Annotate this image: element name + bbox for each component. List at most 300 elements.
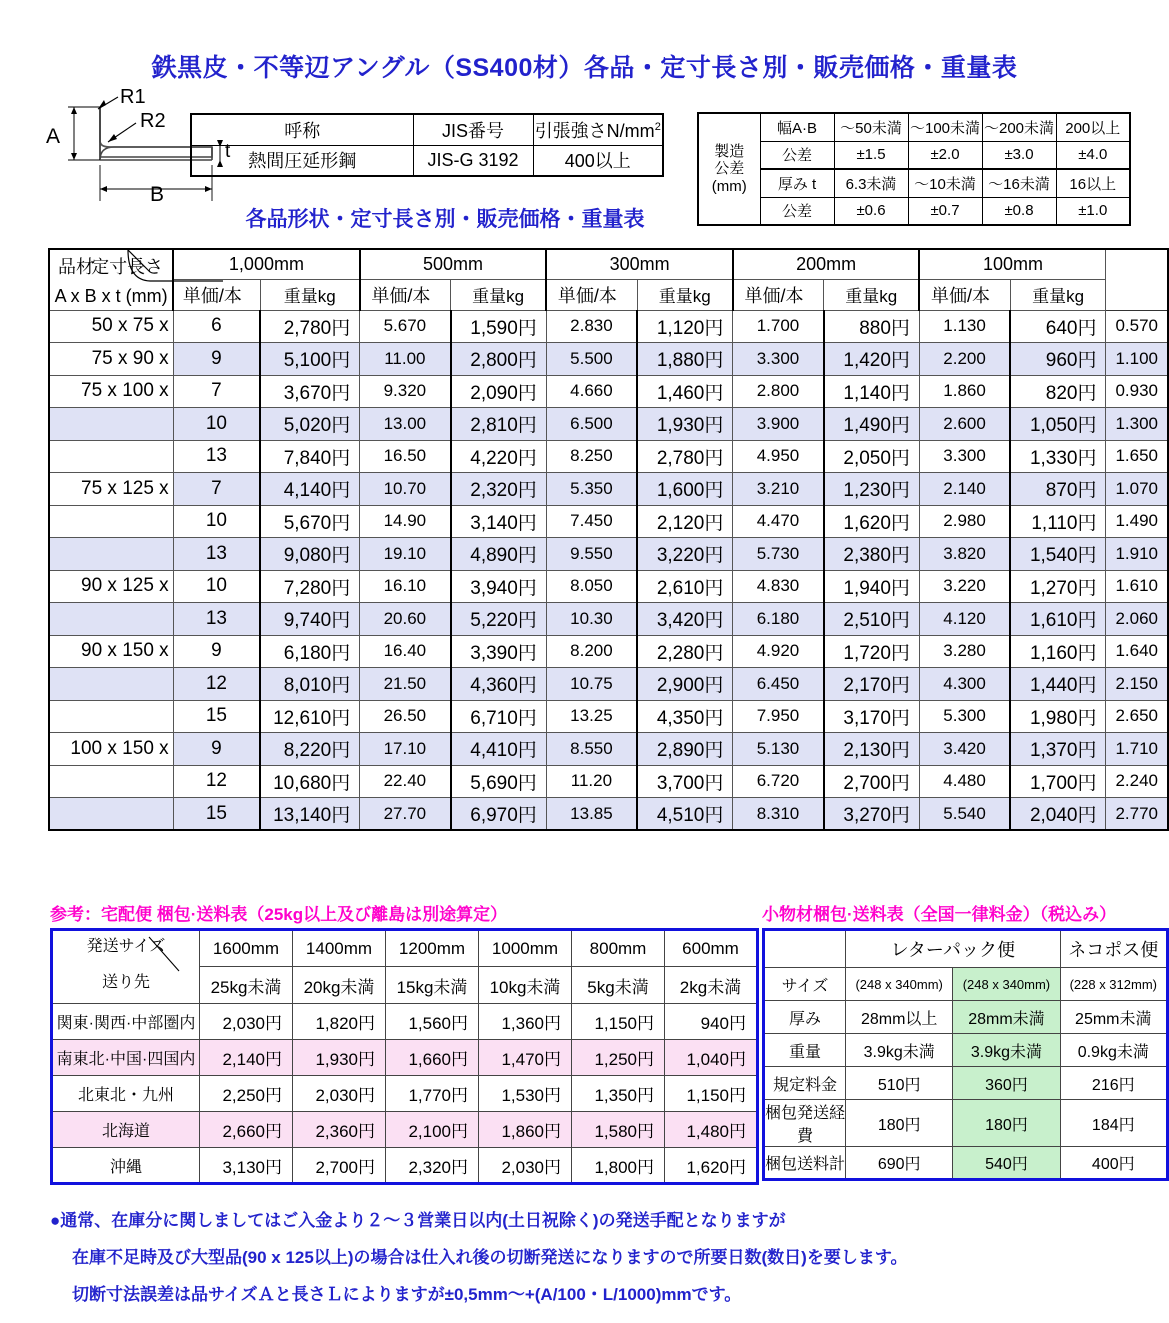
parcel-cell-1-0: 28mm以上 (846, 1001, 953, 1034)
price-row-thickness-6: 10 (173, 505, 260, 538)
price-length-header-4: 100mm (919, 249, 1106, 279)
weight-cell-11-2: 6.450 (733, 668, 824, 701)
table-row (52, 1148, 758, 1184)
weight-cell-4-2: 4.950 (733, 440, 824, 473)
price-cell-12-2: 4,350円 (637, 700, 733, 733)
parcel-cell-1-1: 28mm未満 (953, 1001, 1060, 1034)
table-row (52, 1040, 758, 1076)
corner-label-axb: A x B x t (mm) (54, 286, 168, 306)
spec-value-jis: JIS-G 3192 (413, 145, 533, 176)
price-cell-13-0: 8,220円 (260, 733, 360, 766)
weight-cell-3-4: 1.300 (1106, 408, 1168, 441)
price-cell-9-2: 3,420円 (637, 603, 733, 636)
parcel-row-label-3: 規定料金 (764, 1067, 846, 1100)
weight-cell-7-1: 9.550 (546, 538, 637, 571)
price-cell-6-3: 1,620円 (824, 505, 920, 538)
ship-fee-0-5: 940円 (665, 1004, 758, 1040)
table-row (49, 733, 1168, 766)
price-cell-6-0: 5,670円 (260, 505, 360, 538)
parcel-header-nekoposu: ネコポス便 (1060, 930, 1167, 968)
price-cell-13-3: 2,130円 (824, 733, 920, 766)
weight-cell-13-0: 17.10 (360, 733, 451, 766)
price-cell-14-3: 2,700円 (824, 765, 920, 798)
weight-cell-13-1: 8.550 (546, 733, 637, 766)
price-cell-0-0: 2,780円 (260, 310, 360, 343)
price-cell-2-2: 1,460円 (637, 375, 733, 408)
ship-fee-3-2: 2,100円 (386, 1112, 479, 1148)
table-row (52, 1112, 758, 1148)
price-cell-7-0: 9,080円 (260, 538, 360, 571)
diagram-label-b: B (150, 183, 165, 205)
weight-cell-4-4: 1.650 (1106, 440, 1168, 473)
weight-cell-13-4: 1.710 (1106, 733, 1168, 766)
table-row (49, 310, 1168, 343)
ship-weight-header-5: 2kg未満 (665, 967, 758, 1004)
ship-fee-3-0: 2,660円 (200, 1112, 293, 1148)
weight-cell-14-1: 11.20 (546, 765, 637, 798)
price-cell-11-4: 1,440円 (1010, 668, 1106, 701)
ship-corner-label-size: 発送サイズ (86, 938, 166, 955)
price-cell-15-1: 6,970円 (451, 798, 547, 831)
weight-cell-3-1: 6.500 (546, 408, 637, 441)
table-row (49, 570, 1168, 603)
price-cell-12-0: 12,610円 (260, 700, 360, 733)
parcel-row-label-0: サイズ (764, 968, 846, 1001)
weight-cell-1-1: 5.500 (546, 343, 637, 376)
table-row (49, 635, 1168, 668)
ship-destination-2: 北東北・九州 (52, 1076, 200, 1112)
parcel-cell-1-2: 25mm未満 (1060, 1001, 1167, 1034)
parcel-cell-3-1: 360円 (953, 1067, 1060, 1100)
parcel-header-letterpack: レターパック便 (846, 930, 1061, 968)
price-cell-6-2: 2,120円 (637, 505, 733, 538)
note-line-1: ●通常、在庫分に関しましてはご入金より２～３営業日以内(土日祝除く)の発送手配となりますが (50, 1211, 786, 1230)
tolerance-cell-3-2: ±0.8 (982, 197, 1056, 225)
price-row-size-5: 75 x 125 x (49, 473, 173, 506)
weight-cell-13-3: 3.420 (919, 733, 1010, 766)
price-cell-4-2: 2,780円 (637, 440, 733, 473)
weight-cell-13-2: 5.130 (733, 733, 824, 766)
ship-fee-1-4: 1,250円 (572, 1040, 665, 1076)
table-row (764, 1100, 1168, 1147)
tolerance-row-name-2: 厚み t (760, 169, 834, 197)
price-row-size-6 (49, 505, 173, 538)
weight-cell-9-4: 2.060 (1106, 603, 1168, 636)
weight-cell-0-3: 1.130 (919, 310, 1010, 343)
spec-header-jis: JIS番号 (413, 114, 533, 145)
price-length-header-2: 300mm (546, 249, 733, 279)
specification-table (190, 113, 664, 177)
tolerance-row-name-3: 公差 (760, 197, 834, 225)
price-cell-1-1: 2,800円 (451, 343, 547, 376)
note-line-2: 在庫不足時及び大型品(90 x 125以上)の場合は仕入れ後の切断発送になりますので所要日数(数日)を要します。 (72, 1248, 908, 1267)
parcel-cell-2-2: 0.9kg未満 (1060, 1034, 1167, 1067)
price-cell-5-1: 2,320円 (451, 473, 547, 506)
price-cell-8-3: 1,940円 (824, 570, 920, 603)
weight-cell-8-0: 16.10 (360, 570, 451, 603)
price-cell-13-1: 4,410円 (451, 733, 547, 766)
price-cell-9-1: 5,220円 (451, 603, 547, 636)
ship-fee-0-4: 1,150円 (572, 1004, 665, 1040)
price-cell-7-2: 3,220円 (637, 538, 733, 571)
table-row (764, 1067, 1168, 1100)
weight-cell-2-3: 1.860 (919, 375, 1010, 408)
note-line-3: 切断寸法誤差は品サイズＡと長さＬによりますが±0,5mm～+(A/100・L/1000)mmです。 (72, 1285, 742, 1304)
price-cell-4-4: 1,330円 (1010, 440, 1106, 473)
shipping-table-title: 参考：宅配便 梱包·送料表（25kg以上及び離島は別途算定） (50, 905, 508, 924)
price-cell-5-2: 1,600円 (637, 473, 733, 506)
weight-cell-2-2: 2.800 (733, 375, 824, 408)
tolerance-cell-3-3: ±1.0 (1056, 197, 1130, 225)
price-row-thickness-15: 15 (173, 798, 260, 831)
price-subheader-weight-2: 重量kg (637, 279, 733, 310)
ship-fee-0-2: 1,560円 (386, 1004, 479, 1040)
ship-fee-2-2: 1,770円 (386, 1076, 479, 1112)
price-cell-10-4: 1,160円 (1010, 635, 1106, 668)
table-row (52, 1076, 758, 1112)
tolerance-cell-2-3: 16以上 (1056, 169, 1130, 197)
weight-cell-12-1: 13.25 (546, 700, 637, 733)
weight-cell-10-0: 16.40 (360, 635, 451, 668)
weight-cell-0-2: 1.700 (733, 310, 824, 343)
ship-fee-2-1: 2,030円 (293, 1076, 386, 1112)
page-title: 鉄黒皮・不等辺アングル（SS400材）各品・定寸長さ別・販売価格・重量表 (151, 54, 1018, 82)
price-cell-14-1: 5,690円 (451, 765, 547, 798)
table-row (49, 408, 1168, 441)
weight-cell-2-1: 4.660 (546, 375, 637, 408)
weight-cell-2-4: 0.930 (1106, 375, 1168, 408)
ship-size-header-1: 1400mm (293, 930, 386, 967)
ship-fee-2-0: 2,250円 (200, 1076, 293, 1112)
price-row-thickness-3: 10 (173, 408, 260, 441)
weight-cell-0-0: 5.670 (360, 310, 451, 343)
weight-cell-2-0: 9.320 (360, 375, 451, 408)
weight-cell-5-1: 5.350 (546, 473, 637, 506)
tolerance-cell-3-0: ±0.6 (834, 197, 908, 225)
parcel-row-label-1: 厚み (764, 1001, 846, 1034)
price-row-thickness-4: 13 (173, 440, 260, 473)
price-cell-14-4: 1,700円 (1010, 765, 1106, 798)
weight-cell-5-0: 10.70 (360, 473, 451, 506)
corner-label-length: 定寸長さ (91, 257, 164, 277)
ship-weight-header-3: 10kg未満 (479, 967, 572, 1004)
price-cell-2-0: 3,670円 (260, 375, 360, 408)
ship-size-header-0: 1600mm (200, 930, 293, 967)
price-cell-5-3: 1,230円 (824, 473, 920, 506)
table-row (764, 1147, 1168, 1180)
parcel-cell-0-1: (248 x 340mm) (953, 968, 1060, 1001)
ship-fee-2-4: 1,350円 (572, 1076, 665, 1112)
weight-cell-11-3: 4.300 (919, 668, 1010, 701)
price-cell-3-1: 2,810円 (451, 408, 547, 441)
weight-cell-14-4: 2.240 (1106, 765, 1168, 798)
price-cell-3-3: 1,490円 (824, 408, 920, 441)
ship-fee-0-0: 2,030円 (200, 1004, 293, 1040)
parcel-header-row (764, 930, 1168, 968)
price-cell-12-3: 3,170円 (824, 700, 920, 733)
ship-fee-3-3: 1,860円 (479, 1112, 572, 1148)
price-row-size-3 (49, 408, 173, 441)
table-row (49, 343, 1168, 376)
table-row (764, 1034, 1168, 1067)
weight-cell-15-0: 27.70 (360, 798, 451, 831)
price-cell-14-0: 10,680円 (260, 765, 360, 798)
price-subheader-unit-2: 単価/本 (546, 279, 637, 310)
parcel-row-label-5: 梱包送料計 (764, 1147, 846, 1180)
diagram-label-r2: R2 (140, 110, 166, 132)
price-row-thickness-12: 15 (173, 700, 260, 733)
table-row (764, 1001, 1168, 1034)
tolerance-cell-0-1: ～100未満 (908, 113, 982, 141)
parcel-cell-5-1: 540円 (953, 1147, 1060, 1180)
price-cell-13-2: 2,890円 (637, 733, 733, 766)
weight-cell-4-3: 3.300 (919, 440, 1010, 473)
ship-size-header-3: 1000mm (479, 930, 572, 967)
ship-fee-4-1: 2,700円 (293, 1148, 386, 1184)
weight-cell-6-4: 1.490 (1106, 505, 1168, 538)
weight-cell-1-2: 3.300 (733, 343, 824, 376)
tolerance-cell-1-3: ±4.0 (1056, 141, 1130, 169)
price-cell-4-3: 2,050円 (824, 440, 920, 473)
weight-cell-6-2: 4.470 (733, 505, 824, 538)
weight-cell-9-2: 6.180 (733, 603, 824, 636)
parcel-cell-3-0: 510円 (846, 1067, 953, 1100)
weight-cell-12-2: 7.950 (733, 700, 824, 733)
diagram-label-r1: R1 (120, 86, 146, 108)
spec-value-row (191, 145, 663, 176)
price-cell-11-0: 8,010円 (260, 668, 360, 701)
price-row-size-2: 75 x 100 x (49, 375, 173, 408)
weight-cell-1-0: 11.00 (360, 343, 451, 376)
small-parcel-fee-table (762, 928, 1169, 1181)
price-cell-8-2: 2,610円 (637, 570, 733, 603)
price-cell-11-1: 4,360円 (451, 668, 547, 701)
ship-weight-header-0: 25kg未満 (200, 967, 293, 1004)
weight-cell-0-1: 2.830 (546, 310, 637, 343)
weight-cell-12-4: 2.650 (1106, 700, 1168, 733)
weight-cell-9-3: 4.120 (919, 603, 1010, 636)
price-cell-15-3: 3,270円 (824, 798, 920, 831)
ship-fee-4-5: 1,620円 (665, 1148, 758, 1184)
weight-cell-6-3: 2.980 (919, 505, 1010, 538)
price-cell-10-1: 3,390円 (451, 635, 547, 668)
price-row-thickness-2: 7 (173, 375, 260, 408)
parcel-cell-5-0: 690円 (846, 1147, 953, 1180)
tolerance-cell-2-0: 6.3未満 (834, 169, 908, 197)
table-row (49, 603, 1168, 636)
weight-cell-7-3: 3.820 (919, 538, 1010, 571)
price-cell-0-3: 880円 (824, 310, 920, 343)
price-cell-6-1: 3,140円 (451, 505, 547, 538)
tolerance-cell-3-1: ±0.7 (908, 197, 982, 225)
weight-cell-12-0: 26.50 (360, 700, 451, 733)
weight-cell-3-3: 2.600 (919, 408, 1010, 441)
weight-cell-15-1: 13.85 (546, 798, 637, 831)
table-row (49, 473, 1168, 506)
parcel-cell-2-0: 3.9kg未満 (846, 1034, 953, 1067)
weight-cell-10-1: 8.200 (546, 635, 637, 668)
price-cell-3-4: 1,050円 (1010, 408, 1106, 441)
price-cell-3-2: 1,930円 (637, 408, 733, 441)
price-row-size-0: 50 x 75 x (49, 310, 173, 343)
price-cell-1-4: 960円 (1010, 343, 1106, 376)
weight-cell-15-3: 5.540 (919, 798, 1010, 831)
weight-cell-6-0: 14.90 (360, 505, 451, 538)
parcel-cell-2-1: 3.9kg未満 (953, 1034, 1060, 1067)
price-cell-7-4: 1,540円 (1010, 538, 1106, 571)
delivery-fee-table (50, 928, 759, 1185)
tolerance-cell-0-0: ～50未満 (834, 113, 908, 141)
price-row-size-14 (49, 765, 173, 798)
table-row (49, 765, 1168, 798)
diagram-label-t: t (225, 141, 231, 162)
price-cell-11-2: 2,900円 (637, 668, 733, 701)
spec-value-strength: 400以上 (533, 145, 663, 176)
tolerance-row-name-1: 公差 (760, 141, 834, 169)
price-cell-4-0: 7,840円 (260, 440, 360, 473)
weight-cell-3-2: 3.900 (733, 408, 824, 441)
ship-fee-4-2: 2,320円 (386, 1148, 479, 1184)
ship-destination-3: 北海道 (52, 1112, 200, 1148)
weight-cell-9-0: 20.60 (360, 603, 451, 636)
weight-cell-8-4: 1.610 (1106, 570, 1168, 603)
ship-fee-4-4: 1,800円 (572, 1148, 665, 1184)
weight-cell-1-4: 1.100 (1106, 343, 1168, 376)
tolerance-cell-1-1: ±2.0 (908, 141, 982, 169)
tolerance-label-line1: 製造 (714, 143, 745, 161)
price-cell-3-0: 5,020円 (260, 408, 360, 441)
weight-cell-5-2: 3.210 (733, 473, 824, 506)
price-cell-6-4: 1,110円 (1010, 505, 1106, 538)
price-cell-9-0: 9,740円 (260, 603, 360, 636)
spec-header-row (191, 114, 663, 145)
weight-cell-5-4: 1.070 (1106, 473, 1168, 506)
weight-cell-5-3: 2.140 (919, 473, 1010, 506)
parcel-cell-3-2: 216円 (1060, 1067, 1167, 1100)
table-row (49, 538, 1168, 571)
tolerance-cell-2-2: ～16未満 (982, 169, 1056, 197)
weight-cell-7-4: 1.910 (1106, 538, 1168, 571)
price-subheader-weight-1: 重量kg (451, 279, 547, 310)
price-cell-8-4: 1,270円 (1010, 570, 1106, 603)
tolerance-label-line3: (mm) (711, 177, 747, 195)
price-row-thickness-8: 10 (173, 570, 260, 603)
ship-weight-header-4: 5kg未満 (572, 967, 665, 1004)
price-row-size-8: 90 x 125 x (49, 570, 173, 603)
weight-cell-8-2: 4.830 (733, 570, 824, 603)
price-subheader-weight-3: 重量kg (824, 279, 920, 310)
ship-weight-header-2: 15kg未満 (386, 967, 479, 1004)
ship-fee-1-1: 1,930円 (293, 1040, 386, 1076)
price-cell-12-1: 6,710円 (451, 700, 547, 733)
price-row-size-4 (49, 440, 173, 473)
weight-cell-7-2: 5.730 (733, 538, 824, 571)
table-row (49, 700, 1168, 733)
ship-size-header-2: 1200mm (386, 930, 479, 967)
price-row-thickness-7: 13 (173, 538, 260, 571)
price-cell-15-2: 4,510円 (637, 798, 733, 831)
ship-fee-1-0: 2,140円 (200, 1040, 293, 1076)
weight-cell-4-1: 8.250 (546, 440, 637, 473)
price-row-thickness-5: 7 (173, 473, 260, 506)
tolerance-row-thickness-value (698, 197, 1130, 225)
price-weight-table (48, 248, 1169, 831)
parcel-cell-0-2: (228 x 312mm) (1060, 968, 1167, 1001)
ship-fee-3-5: 1,480円 (665, 1112, 758, 1148)
price-row-size-12 (49, 700, 173, 733)
weight-cell-8-3: 3.220 (919, 570, 1010, 603)
table-row (49, 668, 1168, 701)
weight-cell-11-1: 10.75 (546, 668, 637, 701)
price-row-size-13: 100 x 150 x (49, 733, 173, 766)
ship-weight-header-1: 20kg未満 (293, 967, 386, 1004)
price-cell-1-3: 1,420円 (824, 343, 920, 376)
price-length-header-3: 200mm (733, 249, 920, 279)
price-table-subtitle: 各品形状・定寸長さ別・販売価格・重量表 (245, 208, 645, 231)
spec-header-name: 呼称 (191, 114, 413, 145)
tolerance-table-label (698, 113, 760, 225)
price-cell-5-0: 4,140円 (260, 473, 360, 506)
parcel-cell-4-1: 180円 (953, 1100, 1060, 1147)
ship-size-header-5: 600mm (665, 930, 758, 967)
price-row-thickness-10: 9 (173, 635, 260, 668)
ship-fee-0-3: 1,360円 (479, 1004, 572, 1040)
parcel-row-label-4: 梱包発送経費 (764, 1100, 846, 1147)
price-cell-11-3: 2,170円 (824, 668, 920, 701)
price-cell-5-4: 870円 (1010, 473, 1106, 506)
parcel-cell-5-2: 400円 (1060, 1147, 1167, 1180)
price-row-thickness-11: 12 (173, 668, 260, 701)
ship-fee-4-3: 2,030円 (479, 1148, 572, 1184)
diagram-label-a: A (46, 125, 61, 148)
manufacturing-tolerance-table (697, 112, 1131, 226)
parcel-header-blank (764, 930, 846, 968)
parcel-cell-4-2: 184円 (1060, 1100, 1167, 1147)
price-row-thickness-1: 9 (173, 343, 260, 376)
price-subheader-weight-4: 重量kg (1010, 279, 1106, 310)
price-subheader-unit-4: 単価/本 (919, 279, 1010, 310)
spec-value-name: 熱間圧延形鋼 (191, 145, 413, 176)
price-cell-1-0: 5,100円 (260, 343, 360, 376)
price-subheader-unit-0: 単価/本 (173, 279, 260, 310)
weight-cell-4-0: 16.50 (360, 440, 451, 473)
tolerance-row-name-0: 幅A·B (760, 113, 834, 141)
price-cell-8-0: 7,280円 (260, 570, 360, 603)
corner-label-material: 品材 (58, 257, 94, 277)
tolerance-cell-1-0: ±1.5 (834, 141, 908, 169)
weight-cell-9-1: 10.30 (546, 603, 637, 636)
price-cell-9-4: 1,610円 (1010, 603, 1106, 636)
ship-fee-1-2: 1,660円 (386, 1040, 479, 1076)
ship-fee-1-5: 1,040円 (665, 1040, 758, 1076)
price-subheader-unit-3: 単価/本 (733, 279, 824, 310)
weight-cell-7-0: 19.10 (360, 538, 451, 571)
weight-cell-11-4: 2.150 (1106, 668, 1168, 701)
price-row-size-1: 75 x 90 x (49, 343, 173, 376)
tolerance-row-width-value (698, 141, 1130, 169)
price-row-size-9 (49, 603, 173, 636)
price-cell-13-4: 1,370円 (1010, 733, 1106, 766)
table-row (49, 505, 1168, 538)
price-cell-15-0: 13,140円 (260, 798, 360, 831)
ship-destination-1: 南東北·中国·四国内 (52, 1040, 200, 1076)
ship-fee-4-0: 3,130円 (200, 1148, 293, 1184)
table-row (49, 375, 1168, 408)
ship-fee-3-4: 1,580円 (572, 1112, 665, 1148)
price-cell-8-1: 3,940円 (451, 570, 547, 603)
weight-cell-14-0: 22.40 (360, 765, 451, 798)
weight-cell-10-4: 1.640 (1106, 635, 1168, 668)
